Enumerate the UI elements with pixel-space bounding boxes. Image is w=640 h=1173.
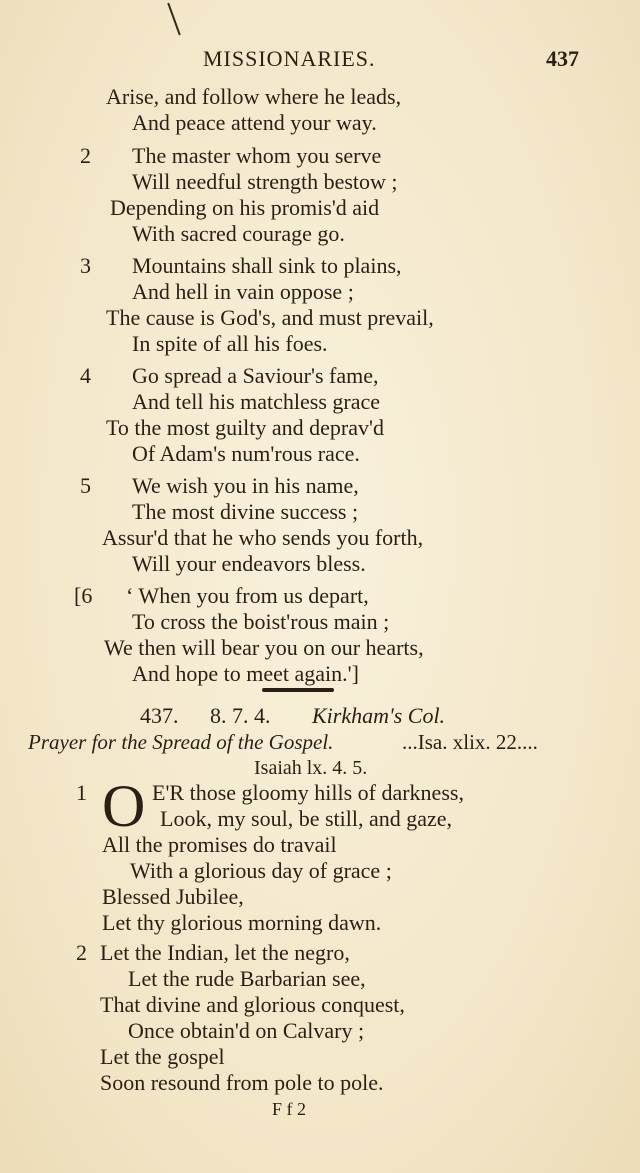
verse-line: In spite of all his foes. xyxy=(132,331,328,356)
verse-number: 3 xyxy=(80,253,91,278)
verse-number: 5 xyxy=(80,473,91,498)
verse-line: With a glorious day of grace ; xyxy=(130,858,392,883)
verse-number: 2 xyxy=(80,143,91,168)
verse-line: The master whom you serve xyxy=(132,143,382,168)
verse-number: 1 xyxy=(76,780,87,805)
verse-line: E'R those gloomy hills of darkness, xyxy=(152,780,464,805)
verse-line: To the most guilty and deprav'd xyxy=(106,415,384,440)
verse-line: All the promises do travail xyxy=(102,832,337,857)
verse-line: Of Adam's num'rous race. xyxy=(132,441,360,466)
hymn-title: Prayer for the Spread of the Gospel. xyxy=(28,730,334,754)
hymn-meter: 8. 7. 4. xyxy=(210,703,271,728)
verse-line: The cause is God's, and must prevail, xyxy=(106,305,434,330)
verse-line: Arise, and follow where he leads, xyxy=(106,84,402,109)
verse-line: And hell in vain oppose ; xyxy=(132,279,354,304)
verse-number: 4 xyxy=(80,363,91,388)
section-divider xyxy=(262,688,334,692)
verse-number: [6 xyxy=(74,583,93,608)
page-number: 437 xyxy=(546,46,579,71)
verse-line: ‘ When you from us depart, xyxy=(126,583,369,608)
verse-line: Will your endeavors bless. xyxy=(132,551,366,576)
ink-mark xyxy=(167,3,181,36)
verse-line: And peace attend your way. xyxy=(132,110,377,135)
verse-line: Mountains shall sink to plains, xyxy=(132,253,402,278)
verse-line: We wish you in his name, xyxy=(132,473,359,498)
verse-line: And tell his matchless grace xyxy=(132,389,381,414)
running-header: MISSIONARIES. xyxy=(203,46,376,71)
verse-number: 2 xyxy=(76,940,87,965)
verse-line: Look, my soul, be still, and gaze, xyxy=(160,806,453,831)
verse-line: Let the Indian, let the negro, xyxy=(100,940,350,965)
verse-line: And hope to meet again.'] xyxy=(132,661,359,686)
signature-mark: F f 2 xyxy=(272,1099,307,1119)
verse-line: Go spread a Saviour's fame, xyxy=(132,363,379,388)
verse-line: Soon resound from pole to pole. xyxy=(100,1070,384,1095)
drop-cap: O xyxy=(102,773,146,839)
verse-line: We then will bear you on our hearts, xyxy=(104,635,424,660)
verse-line: To cross the boist'rous main ; xyxy=(132,609,390,634)
verse-line: The most divine success ; xyxy=(132,499,359,524)
verse-line: Let the rude Barbarian see, xyxy=(128,966,366,991)
scripture-reference: Isaiah lx. 4. 5. xyxy=(254,757,368,779)
hymn-tune: Kirkham's Col. xyxy=(312,703,446,728)
verse-line: That divine and glorious conquest, xyxy=(100,992,405,1017)
verse-line: Blessed Jubilee, xyxy=(102,884,244,909)
verse-line: With sacred courage go. xyxy=(132,221,345,246)
hymn-number: 437. xyxy=(140,703,179,728)
verse-line: Let thy glorious morning dawn. xyxy=(102,910,382,935)
verse-line: Let the gospel xyxy=(100,1044,225,1069)
verse-line: Depending on his promis'd aid xyxy=(110,195,380,220)
verse-line: Once obtain'd on Calvary ; xyxy=(128,1018,365,1043)
verse-line: Assur'd that he who sends you forth, xyxy=(102,525,424,550)
scripture-reference: ...Isa. xlix. 22.... xyxy=(402,730,538,754)
verse-line: Will needful strength bestow ; xyxy=(132,169,398,194)
